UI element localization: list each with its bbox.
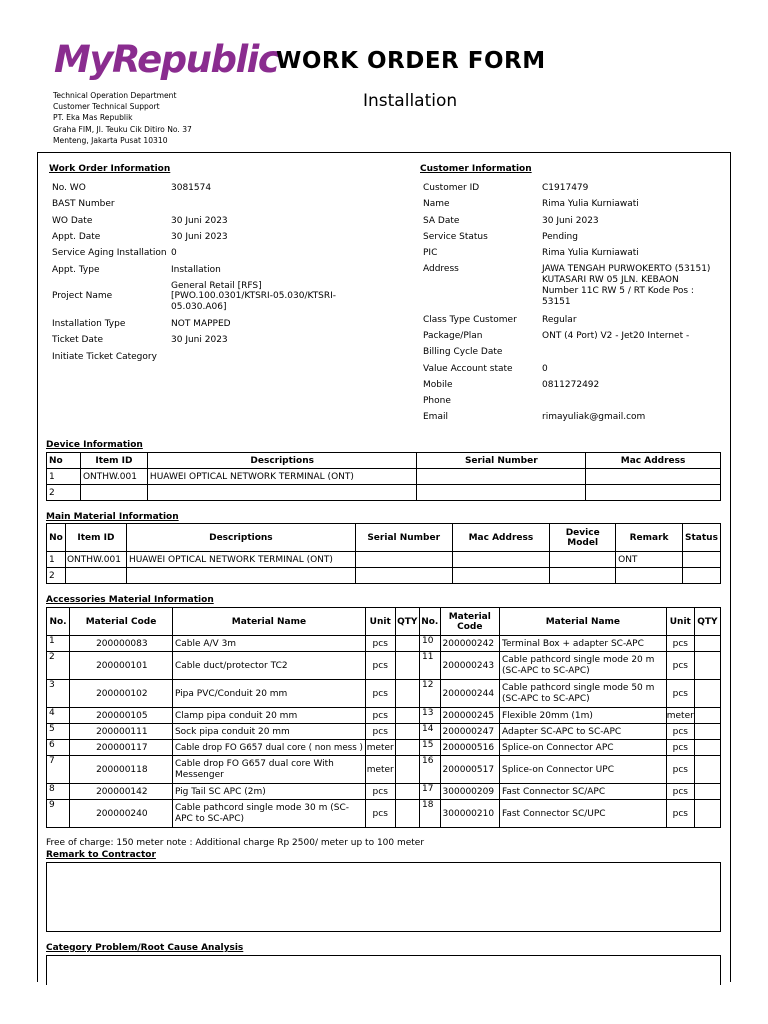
cell [417,469,586,485]
main-header-mac: Mac Address [452,524,550,552]
field-label: Address [423,264,459,275]
cell: 200000516 [440,740,499,756]
field-value: C1917479 [542,183,589,194]
cell: 16 [420,756,441,784]
acc-header-qty: QTY [395,608,419,636]
cell: 200000243 [440,652,499,680]
cell: 9 [47,800,70,828]
myrepublic-logo: MyRepublic [54,38,279,81]
cell: Cable A/V 3m [172,636,365,652]
field-package-plan [423,328,722,344]
cell: 300000209 [440,784,499,800]
field-label: Email [423,412,448,423]
field-value: 0811272492 [542,379,600,390]
table-row [47,652,721,680]
category-box[interactable] [46,955,721,985]
field-label: No. WO [52,183,86,194]
field-label: SA Date [423,215,460,226]
field-label: Initiate Ticket Category [52,351,157,362]
cell: Sock pipa conduit 20 mm [172,724,365,740]
customer-fields [423,180,722,426]
field-wo-date [52,213,343,229]
acc-header-unit: Unit [365,608,395,636]
cell [586,469,721,485]
cell [395,784,419,800]
cell: 200000247 [440,724,499,740]
main-header-status: Status [682,524,720,552]
cell [395,636,419,652]
cell: Splice-on Connector UPC [500,756,667,784]
remark-box[interactable] [46,862,721,932]
acc-header-unit-2: Unit [666,608,694,636]
device-section-title: Device Information [46,440,143,450]
field-value: 0 [542,363,548,374]
cell: ONTHW.001 [80,469,147,485]
field-appt-date [52,229,343,245]
cell: 14 [420,724,441,740]
table-row [47,485,721,501]
cell: pcs [666,784,694,800]
device-header-item-id: Item ID [80,453,147,469]
cell: 5 [47,724,70,740]
table-row [47,636,721,652]
cell [65,568,126,584]
accessories-section-title: Accessories Material Information [46,595,214,605]
cell: 4 [47,708,70,724]
cell [80,485,147,501]
cell [616,568,683,584]
cell: pcs [365,680,395,708]
device-header-serial: Serial Number [417,453,586,469]
address-line: Menteng, Jakarta Pusat 10310 [53,135,168,145]
cell: pcs [666,636,694,652]
cell [694,740,720,756]
field-label: Customer ID [423,183,480,194]
cell: meter [666,708,694,724]
cell: pcs [365,652,395,680]
field-label: Installation Type [52,318,126,329]
field-sa-date [423,213,722,229]
table-row [47,552,721,568]
field-value: ONT (4 Port) V2 - Jet20 Internet - [542,330,690,341]
category-section-title: Category Problem/Root Cause Analysis [46,943,244,953]
address-line: Customer Technical Support [53,102,160,112]
cell [682,552,720,568]
table-row [47,724,721,740]
device-header-mac: Mac Address [586,453,721,469]
field-label: Mobile [423,379,453,390]
cell: 2 [47,652,70,680]
cell [694,724,720,740]
field-installation-type [52,316,343,332]
field-value: Pending [542,232,578,243]
address-line: Technical Operation Department [53,91,177,100]
cell [694,708,720,724]
cell: 11 [420,652,441,680]
cell: 200000111 [70,724,173,740]
cell: 18 [420,800,441,828]
field-label: PIC [423,248,438,259]
acc-header-qty-2: QTY [694,608,720,636]
main-material-table [46,523,721,584]
cell: 1 [47,552,66,568]
acc-header-material-name-2: Material Name [500,608,667,636]
main-header-item-id: Item ID [65,524,126,552]
cell: 2 [47,568,66,584]
cell [417,485,586,501]
field-account-state [423,360,722,376]
field-value: Rima Yulia Kurniawati [542,248,639,259]
field-service-status [423,229,722,245]
cell: 12 [420,680,441,708]
acc-header-material-code: Material Code [70,608,173,636]
company-address [53,90,192,146]
cell: Fast Connector SC/UPC [500,800,667,828]
field-appt-type [52,261,343,277]
cell [550,552,616,568]
cell: pcs [365,724,395,740]
field-label: Service Status [423,232,488,243]
field-value: JAWA TENGAH PURWOKERTO (53151) KUTASARI RW 05 JLN. KEBAON Number 11C RW 5 / RT Kode Pos : 53151 [542,264,711,307]
cell [694,784,720,800]
cell: Adapter SC-APC to SC-APC [500,724,667,740]
cell [452,552,550,568]
field-email [423,409,722,425]
main-header-device-model: Device Model [550,524,616,552]
field-value: Rima Yulia Kurniawati [542,199,639,210]
cell: pcs [666,756,694,784]
cell [395,680,419,708]
cell: Cable drop FO G657 dual core ( non mess ) [172,740,365,756]
cell: 2 [47,485,81,501]
cell: 10 [420,636,441,652]
form-subtitle: Installation [363,91,458,111]
cell: Cable drop FO G657 dual core With Messenger [172,756,365,784]
field-value: 30 Juni 2023 [542,215,599,226]
cell: 200000245 [440,708,499,724]
field-name [423,196,722,212]
cell: Cable duct/protector TC2 [172,652,365,680]
field-customer-id [423,180,722,196]
field-label: Appt. Type [52,264,100,275]
field-class-type [423,311,722,327]
cell: meter [365,756,395,784]
table-row [47,784,721,800]
table-row [47,756,721,784]
field-label: Value Account state [423,363,513,374]
cell: Cable pathcord single mode 30 m (SC-APC to SC-APC) [172,800,365,828]
cell [395,708,419,724]
cell: 200000101 [70,652,173,680]
cell: 200000244 [440,680,499,708]
cell [550,568,616,584]
field-label: Package/Plan [423,330,483,341]
cell [395,800,419,828]
cell: Flexible 20mm (1m) [500,708,667,724]
cell: 15 [420,740,441,756]
cell: 200000117 [70,740,173,756]
cell [395,756,419,784]
cell: 3 [47,680,70,708]
remark-section-title: Remark to Contractor [46,850,156,860]
cell: pcs [365,708,395,724]
field-phone [423,393,722,409]
cell: Pig Tail SC APC (2m) [172,784,365,800]
cell [694,756,720,784]
address-line: PT. Eka Mas Republik [53,113,133,123]
field-value: Regular [542,314,577,325]
cell: Terminal Box + adapter SC-APC [500,636,667,652]
field-value: 3081574 [171,183,212,194]
field-value: 30 Juni 2023 [171,232,228,243]
cell [694,800,720,828]
acc-header-no: No. [47,608,70,636]
charge-note: Free of charge: 150 meter note : Additional charge Rp 2500/ meter up to 100 meter [46,838,425,848]
field-service-aging [52,245,343,261]
table-row [47,680,721,708]
cell: pcs [666,652,694,680]
cell: Cable pathcord single mode 20 m (SC-APC to SC-APC) [500,652,667,680]
cell [452,568,550,584]
field-pic [423,245,722,261]
cell [147,485,417,501]
table-row [47,800,721,828]
cell [694,652,720,680]
cell [355,568,452,584]
cell: ONTHW.001 [65,552,126,568]
cell [355,552,452,568]
cell: HUAWEI OPTICAL NETWORK TERMINAL (ONT) [147,469,417,485]
field-billing-cycle [423,344,722,360]
cell: 200000517 [440,756,499,784]
cell: pcs [365,800,395,828]
cell: Fast Connector SC/APC [500,784,667,800]
cell: Splice-on Connector APC [500,740,667,756]
field-bast-number [52,196,343,212]
field-value: rimayuliak@gmail.com [542,412,646,423]
cell: 300000210 [440,800,499,828]
field-label: Name [423,199,450,210]
field-value: 30 Juni 2023 [171,215,228,226]
field-label: Class Type Customer [423,314,517,325]
table-row [47,708,721,724]
field-value: General Retail [RFS] [PWO.100.0301/KTSRI-05.030/KTSRI-05.030.A06] [171,280,337,313]
field-ticket-date [52,332,343,348]
field-value: Installation [171,264,221,275]
field-label: WO Date [52,215,93,226]
cell: 7 [47,756,70,784]
cell: pcs [365,636,395,652]
field-project-name [52,278,343,316]
main-header-serial: Serial Number [355,524,452,552]
cell: Cable pathcord single mode 50 m (SC-APC to SC-APC) [500,680,667,708]
field-label: Phone [423,396,451,407]
field-label: Ticket Date [52,335,103,346]
field-label: Project Name [52,291,113,302]
field-address [423,261,722,311]
cell: ONT [616,552,683,568]
field-ticket-category [52,348,343,364]
cell [694,636,720,652]
cell [682,568,720,584]
table-row [47,740,721,756]
cell: 13 [420,708,441,724]
cell: pcs [666,724,694,740]
cell: pcs [365,784,395,800]
device-header-no: No [47,453,81,469]
work-order-section-title: Work Order Information [49,164,171,174]
field-label: Appt. Date [52,232,101,243]
cell [395,740,419,756]
field-value: 30 Juni 2023 [171,335,228,346]
acc-header-material-code-2: Material Code [440,608,499,636]
table-row [47,568,721,584]
cell: 200000102 [70,680,173,708]
cell: pcs [666,740,694,756]
cell [586,485,721,501]
field-mobile [423,377,722,393]
field-value: NOT MAPPED [171,318,231,329]
cell: 6 [47,740,70,756]
cell: 17 [420,784,441,800]
cell [694,680,720,708]
cell: Clamp pipa conduit 20 mm [172,708,365,724]
cell: 1 [47,469,81,485]
cell: meter [365,740,395,756]
customer-section-title: Customer Information [420,164,532,174]
field-label: BAST Number [52,199,115,210]
work-order-fields [52,180,343,365]
field-label: Billing Cycle Date [423,347,503,358]
main-header-descriptions: Descriptions [126,524,355,552]
cell [395,724,419,740]
device-table [46,452,721,501]
cell: 1 [47,636,70,652]
field-no-wo [52,180,343,196]
device-header-descriptions: Descriptions [147,453,417,469]
cell: 200000118 [70,756,173,784]
cell: HUAWEI OPTICAL NETWORK TERMINAL (ONT) [126,552,355,568]
main-material-section-title: Main Material Information [46,512,179,522]
cell: 200000083 [70,636,173,652]
main-header-remark: Remark [616,524,683,552]
cell: pcs [666,800,694,828]
cell [126,568,355,584]
cell: 200000242 [440,636,499,652]
acc-header-material-name: Material Name [172,608,365,636]
form-title: WORK ORDER FORM [276,48,546,74]
field-value: 0 [171,248,177,259]
table-row [47,469,721,485]
cell: 200000142 [70,784,173,800]
cell [395,652,419,680]
main-header-no: No [47,524,66,552]
cell: Pipa PVC/Conduit 20 mm [172,680,365,708]
accessories-table [46,607,721,828]
cell: 8 [47,784,70,800]
cell: 200000105 [70,708,173,724]
field-label: Service Aging Installation [52,248,167,259]
cell: pcs [666,680,694,708]
acc-header-no-2: No. [420,608,441,636]
address-line: Graha FIM, Jl. Teuku Cik Ditiro No. 37 [53,124,192,134]
cell: 200000240 [70,800,173,828]
